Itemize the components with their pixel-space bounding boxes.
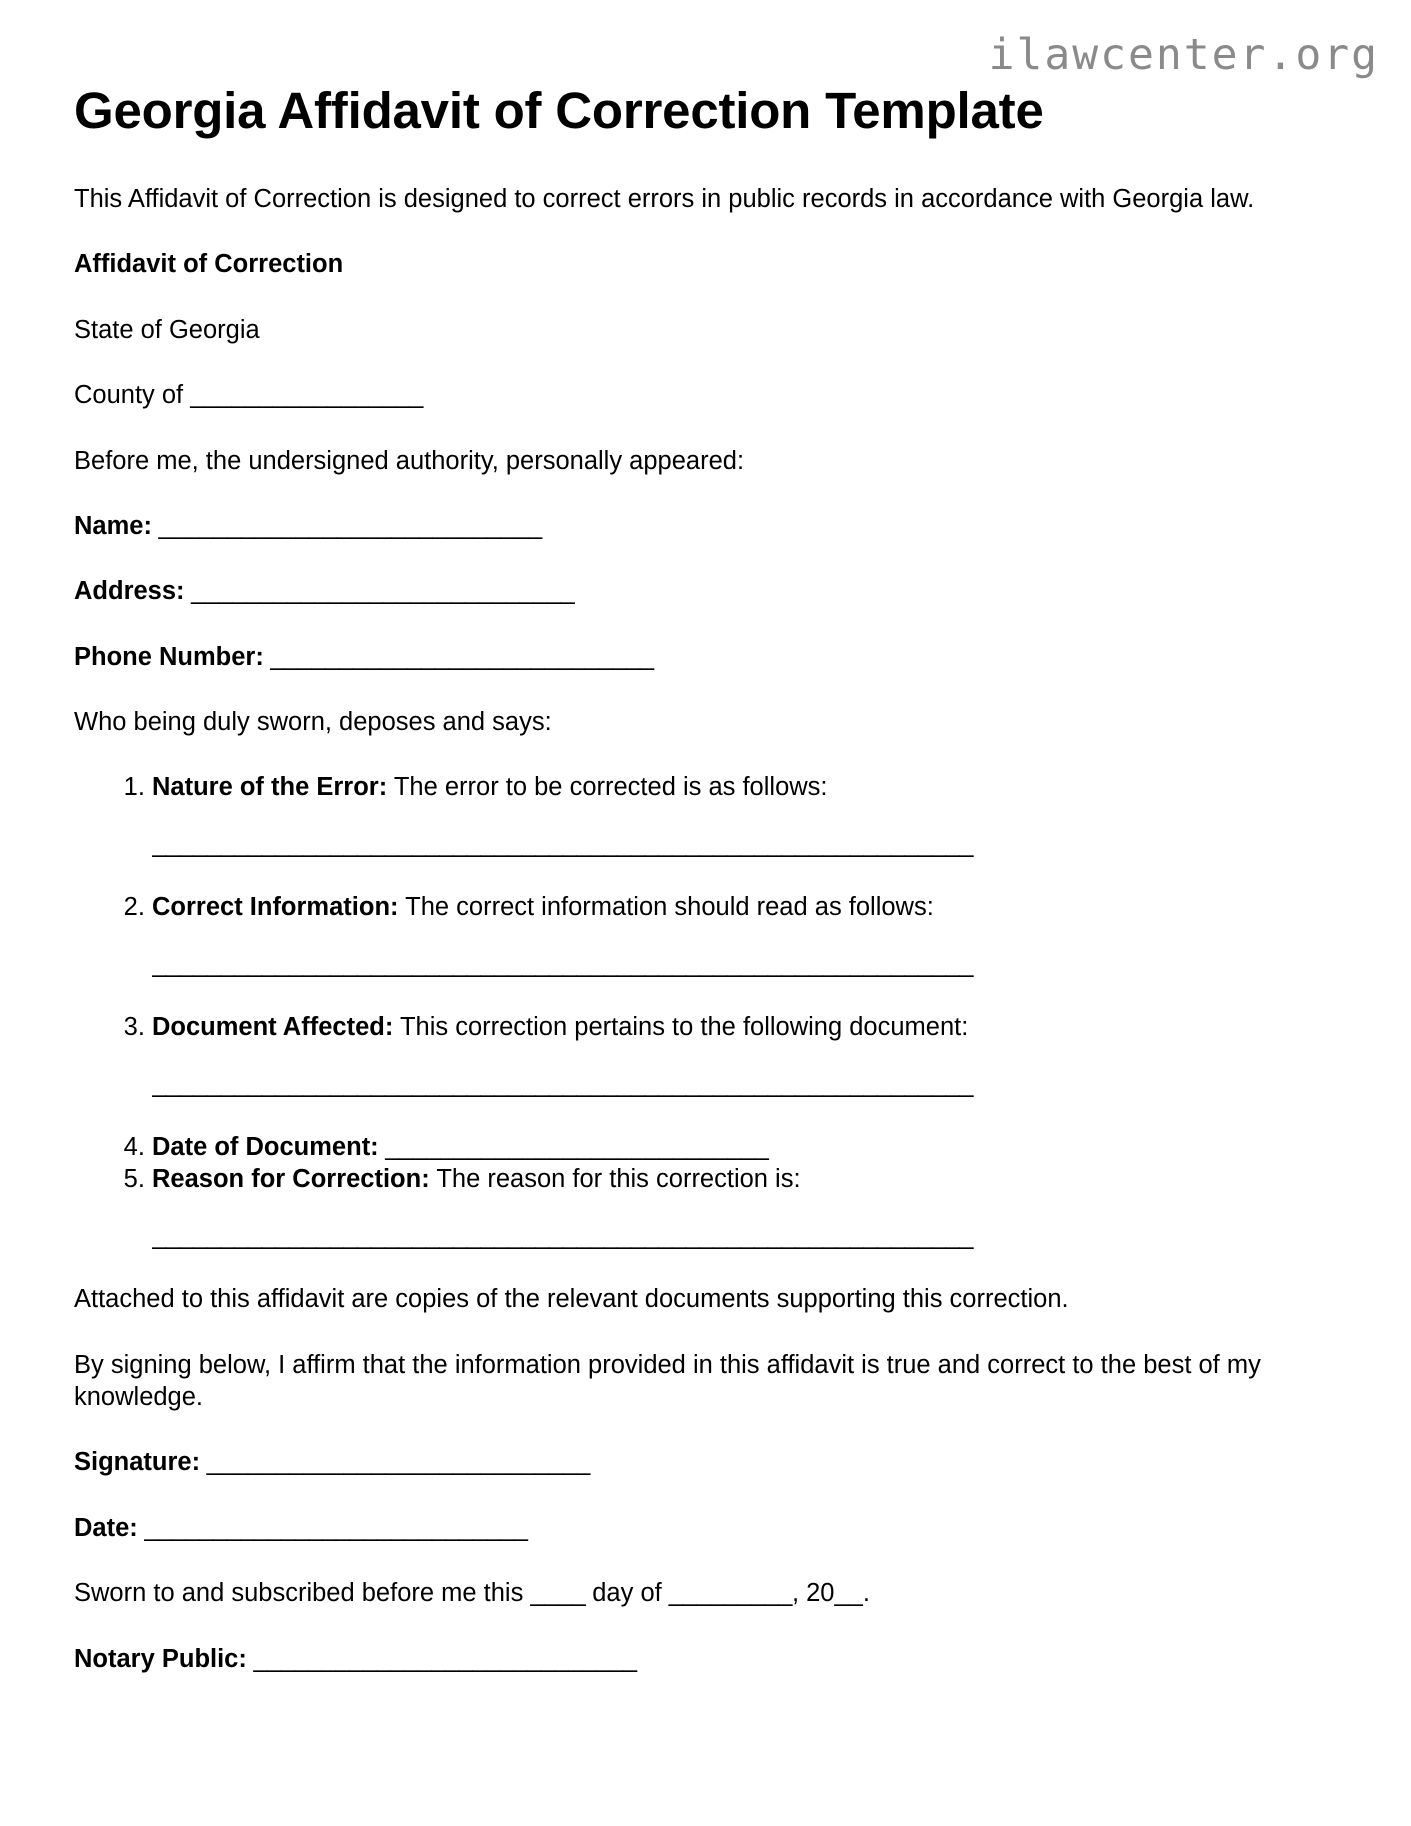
sworn-intro: Who being duly sworn, deposes and says: — [74, 708, 552, 737]
item-5-rule: ____________________________________________________________ — [152, 1223, 973, 1250]
sworn-text-a: Sworn to and subscribed before me this — [74, 1579, 531, 1608]
county-blank: _________________ — [190, 381, 423, 410]
date-label: Date: — [74, 1513, 138, 1542]
phone-field — [74, 641, 1336, 673]
item-1-text — [152, 771, 1336, 803]
appearance-line: Before me, the undersigned authority, personally appeared: — [74, 446, 745, 475]
item-4-lead: Date of Document: — [152, 1133, 379, 1162]
numbered-items-list — [74, 771, 1336, 1249]
page-title: Georgia Affidavit of Correction Template — [74, 82, 1044, 139]
item-3-rule: ____________________________________________________________ — [152, 1071, 973, 1098]
list-item — [152, 1131, 1336, 1163]
name-blank: ____________________________ — [151, 511, 542, 540]
sworn-text-c: , 20__. — [791, 1579, 870, 1608]
spacer — [152, 1044, 1336, 1072]
address-label: Address: — [74, 577, 185, 606]
list-item — [152, 771, 1336, 857]
address-field — [74, 575, 1336, 607]
item-1-rule: ____________________________________________________________ — [152, 831, 973, 858]
date-field — [74, 1512, 1336, 1544]
phone-label: Phone Number: — [74, 642, 264, 671]
notary-public-field — [74, 1643, 1336, 1675]
item-3-lead: Document Affected: — [152, 1013, 394, 1042]
site-watermark: ilawcenter.org — [988, 30, 1379, 80]
county-label: County of — [74, 381, 191, 410]
section-heading: Affidavit of Correction — [74, 250, 344, 279]
list-item — [152, 1163, 1336, 1249]
signature-label: Signature: — [74, 1448, 201, 1477]
phone-blank: ____________________________ — [263, 642, 654, 671]
sworn-subscribed-line — [74, 1577, 1336, 1609]
name-field — [74, 510, 1336, 542]
list-item — [152, 891, 1336, 977]
spacer — [152, 804, 1336, 832]
attached-documents-line: Attached to this affidavit are copies of the relevant documents supporting this correction. — [74, 1285, 1069, 1314]
item-2-rule: ____________________________________________________________ — [152, 951, 973, 978]
item-4-blank: ____________________________ — [378, 1133, 769, 1162]
item-5-body: The reason for this correction is: — [429, 1165, 801, 1194]
document-content — [74, 82, 1336, 1708]
list-item — [152, 1011, 1336, 1097]
item-4-text — [152, 1131, 1336, 1163]
item-3-body: This correction pertains to the following document: — [393, 1013, 969, 1042]
item-1-lead: Nature of the Error: — [152, 773, 388, 802]
address-blank: ____________________________ — [184, 577, 575, 606]
county-field — [74, 379, 1336, 411]
item-5-lead: Reason for Correction: — [152, 1165, 430, 1194]
item-5-text — [152, 1163, 1336, 1195]
date-blank: ____________________________ — [137, 1513, 528, 1542]
item-2-body: The correct information should read as follows: — [398, 893, 934, 922]
sworn-month-blank: _________ — [668, 1579, 792, 1608]
sworn-day-blank: ____ — [530, 1579, 586, 1608]
notary-blank: ____________________________ — [246, 1644, 637, 1673]
item-3-text — [152, 1011, 1336, 1043]
name-label: Name: — [74, 511, 152, 540]
notary-label: Notary Public: — [74, 1644, 247, 1673]
affirmation-line: By signing below, I affirm that the information provided in this affidavit is true and correct to the best of my knowledge. — [74, 1350, 1261, 1412]
spacer — [152, 1196, 1336, 1224]
spacer — [152, 924, 1336, 952]
intro-paragraph: This Affidavit of Correction is designed to correct errors in public records in accordance with Georgia law. — [74, 185, 1255, 214]
item-2-lead: Correct Information: — [152, 893, 399, 922]
state-line: State of Georgia — [74, 315, 260, 344]
signature-field — [74, 1446, 1336, 1478]
item-2-text — [152, 891, 1336, 923]
sworn-text-b: day of — [585, 1579, 669, 1608]
signature-blank: ____________________________ — [200, 1448, 590, 1477]
item-1-body: The error to be corrected is as follows: — [387, 773, 828, 802]
